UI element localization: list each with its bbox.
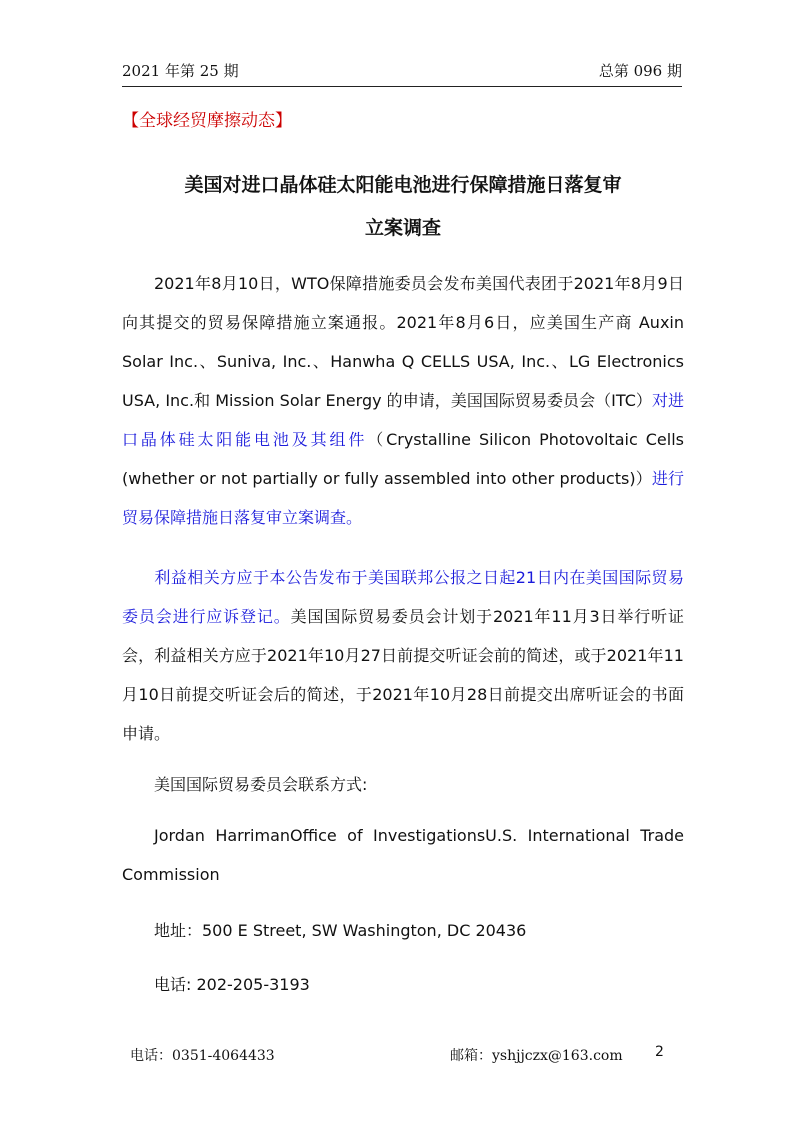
total-issue-number: 总第 096 期	[598, 62, 682, 80]
highlight-product: 对进口晶体硅太阳能电池及其组件	[122, 391, 684, 449]
paragraph-registration	[122, 558, 684, 753]
paragraph-text: 美国国际贸易委员会计划于2021年11月3日举行听证会，利益相关方应于2021年10月27日前提交听证会前的简述，或于2021年11月10日前提交听证会后的简述，于2021年10月28日前提交出席听证会的书面申请。	[122, 607, 684, 743]
highlight-registration: 利益相关方应于本公告发布于美国联邦公报之日起21日内在美国国际贸易委员会进行应诉登记。	[122, 568, 684, 626]
contact-address: 地址：500 E Street, SW Washington, DC 20436	[154, 921, 527, 940]
contact-name-text: Jordan HarrimanOffice of InvestigationsU.S. International Trade Commission	[122, 826, 684, 884]
contact-heading: 美国国际贸易委员会联系方式:	[154, 775, 368, 794]
paragraph-text: （Crystalline Silicon Photovoltaic Cells (whether or not partially or fully assembled into other products)）	[122, 430, 684, 488]
page-header	[122, 60, 682, 87]
footer-phone: 电话：0351-4064433	[130, 1048, 275, 1064]
highlight-investigation: 进行贸易保障措施日落复审立案调查。	[122, 469, 684, 527]
paragraph-text: 2021年8月10日，WTO保障措施委员会发布美国代表团于2021年8月9日向其提交的贸易保障措施立案通报。2021年8月6日，应美国生产商 Auxin Solar Inc.、Suniva, Inc.、Hanwha Q CELLS USA, Inc.、LG Electronics USA, Inc.和 Mission Solar Energy 的申请，美国国际贸易委员会（ITC）	[122, 274, 684, 410]
contact-name	[122, 816, 684, 894]
section-tag: 【全球经贸摩擦动态】	[122, 111, 292, 131]
article-title-line2: 立案调查	[364, 217, 441, 239]
page-number: 2	[655, 1044, 664, 1060]
paragraph-announcement	[122, 264, 684, 537]
footer-email: 邮箱：yshjjczx@163.com	[450, 1048, 623, 1064]
issue-number: 2021 年第 25 期	[122, 62, 239, 80]
article-title-line1: 美国对进口晶体硅太阳能电池进行保障措施日落复审	[184, 174, 622, 196]
contact-phone: 电话: 202-205-3193	[154, 975, 310, 994]
